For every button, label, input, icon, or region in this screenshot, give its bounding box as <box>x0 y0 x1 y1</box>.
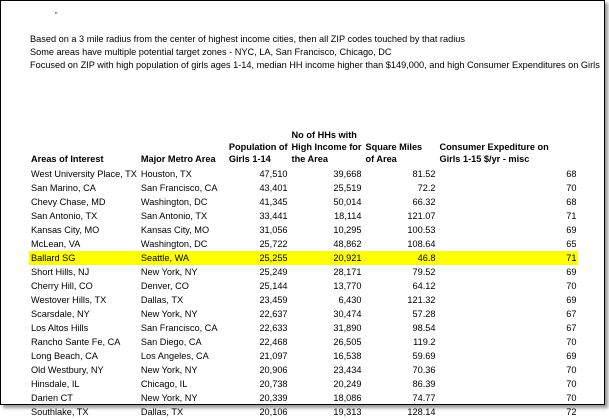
cell-square-miles: 64.12 <box>412 281 436 291</box>
cell-square-miles: 128.14 <box>407 407 436 417</box>
cell-area: West University Place, TX <box>31 169 137 179</box>
cell-population: 20,339 <box>259 393 288 403</box>
cell-metro: Seattle, WA <box>139 251 227 265</box>
cell-square-miles: 81.52 <box>412 169 436 179</box>
column-header-square-miles <box>363 125 437 167</box>
cell-area: Scarsdale, NY <box>31 309 90 319</box>
cell-population: 31,056 <box>259 225 288 235</box>
cell-households: 18,086 <box>333 393 362 403</box>
header-text: Population of <box>228 142 288 152</box>
cell-square-miles: 98.54 <box>412 323 436 333</box>
cell-expenditure: 72 <box>566 407 577 417</box>
cell-metro: New York, NY <box>140 393 198 403</box>
cell-expenditure: 70 <box>566 183 577 193</box>
cell-expenditure: 70 <box>566 281 577 291</box>
table-row <box>29 321 578 335</box>
cell-metro: New York, NY <box>140 267 198 277</box>
table-row <box>29 167 578 181</box>
cell-households: 23,434 <box>333 365 362 375</box>
cell-square-miles: 72.2 <box>417 183 436 193</box>
cell-households: 19,313 <box>333 407 362 417</box>
header-text: the Area <box>291 154 328 164</box>
cell-metro: Chicago, IL <box>140 379 188 389</box>
cell-area: Ballard SG <box>29 251 139 265</box>
cell-households: 48,862 <box>333 239 362 249</box>
cell-area: McLean, VA <box>31 239 81 249</box>
table-row <box>29 391 578 405</box>
cell-population: 25,722 <box>259 239 288 249</box>
table-row <box>29 209 578 223</box>
cell-area: Old Westbury, NY <box>31 365 104 375</box>
cell-population: 33,441 <box>259 211 288 221</box>
cell-area: Westover Hills, TX <box>31 295 107 305</box>
cell-households: 20,921 <box>290 251 364 265</box>
cell-population: 41,345 <box>259 197 288 207</box>
cell-expenditure: 69 <box>566 351 577 361</box>
table-row <box>29 265 578 279</box>
corner-mark: " <box>55 12 58 19</box>
cell-population: 20,738 <box>259 379 288 389</box>
table-row <box>29 279 578 293</box>
cell-expenditure: 69 <box>566 225 577 235</box>
table-row <box>29 335 578 349</box>
cell-metro: Washington, DC <box>140 197 208 207</box>
cell-population: 25,249 <box>259 267 288 277</box>
note-line: Focused on ZIP with high population of girls ages 1-14, median HH income higher than $149,000, and high Consumer Expenditures on Girls <box>30 60 600 70</box>
cell-households: 6,430 <box>338 295 362 305</box>
cell-area: Kansas City, MO <box>31 225 100 235</box>
cell-population: 43,401 <box>259 183 288 193</box>
cell-population: 22,468 <box>259 337 288 347</box>
cell-area: Southlake, TX <box>31 407 89 417</box>
cell-expenditure: 67 <box>566 309 577 319</box>
header-text: No of HHs with <box>291 130 357 140</box>
table-row <box>29 363 578 377</box>
header-text: Areas of Interest <box>31 154 104 164</box>
cell-households: 30,474 <box>333 309 362 319</box>
cell-area: Long Beach, CA <box>31 351 98 361</box>
cell-square-miles: 108.64 <box>407 239 436 249</box>
cell-square-miles: 119.2 <box>413 337 436 347</box>
column-header-households <box>290 125 364 167</box>
cell-households: 28,171 <box>333 267 362 277</box>
cell-expenditure: 68 <box>566 169 577 179</box>
cell-households: 31,890 <box>333 323 362 333</box>
column-header-metro <box>139 125 227 167</box>
cell-metro: San Francisco, CA <box>140 323 218 333</box>
cell-population: 25,144 <box>259 281 288 291</box>
table-row <box>29 307 578 321</box>
header-text: Square Miles <box>365 142 423 152</box>
cell-area: San Antonio, TX <box>31 211 98 221</box>
table-row <box>29 349 578 363</box>
cell-square-miles: 57.28 <box>412 309 436 319</box>
cell-square-miles: 66.32 <box>412 197 436 207</box>
cell-area: Darien CT <box>31 393 73 403</box>
header-text: High Income for <box>291 142 362 152</box>
data-table <box>29 125 578 419</box>
cell-population: 20,906 <box>259 365 288 375</box>
cell-metro: Los Angeles, CA <box>140 351 209 361</box>
cell-square-miles: 121.32 <box>407 295 436 305</box>
cell-square-miles: 59.69 <box>412 351 436 361</box>
header-text: Consumer Expediture on <box>439 142 549 152</box>
header-text: Girls 1-14 <box>228 154 271 164</box>
cell-population: 20,106 <box>259 407 288 417</box>
notes-block <box>30 33 600 72</box>
column-header-area <box>29 125 139 167</box>
cell-metro: Kansas City, MO <box>140 225 210 235</box>
cell-expenditure: 71 <box>437 251 578 265</box>
cell-expenditure: 68 <box>566 197 577 207</box>
header-text: of Area <box>365 154 397 164</box>
column-header-population <box>227 125 290 167</box>
cell-square-miles: 70.36 <box>412 365 436 375</box>
cell-metro: Dallas, TX <box>140 295 184 305</box>
cell-population: 25,255 <box>227 251 290 265</box>
cell-area: Chevy Chase, MD <box>31 197 106 207</box>
cell-square-miles: 79.52 <box>412 267 436 277</box>
header-text: Girls 1-15 $/yr - misc <box>439 154 530 164</box>
column-header-expenditure <box>437 125 578 167</box>
cell-metro: San Antonio, TX <box>140 211 208 221</box>
cell-expenditure: 69 <box>566 295 577 305</box>
cell-area: Short Hills, NJ <box>31 267 90 277</box>
cell-area: Cherry Hill, CO <box>31 281 93 291</box>
cell-area: Hinsdale, IL <box>31 379 80 389</box>
header-row <box>29 125 578 167</box>
cell-metro: New York, NY <box>140 309 198 319</box>
note-line: Based on a 3 mile radius from the center of highest income cities, then all ZIP codes touched by that radius <box>30 34 465 44</box>
table-row <box>29 237 578 251</box>
header-text: Major Metro Area <box>140 154 216 164</box>
cell-population: 21,097 <box>259 351 288 361</box>
cell-households: 18,114 <box>334 211 362 221</box>
table-row <box>29 195 578 209</box>
cell-expenditure: 70 <box>566 379 577 389</box>
table-row-highlighted <box>29 251 578 265</box>
cell-households: 10,295 <box>333 225 362 235</box>
cell-metro: New York, NY <box>140 365 198 375</box>
table-row <box>29 223 578 237</box>
cell-square-miles: 100.53 <box>407 225 436 235</box>
cell-households: 50,014 <box>333 197 362 207</box>
cell-area: San Marino, CA <box>31 183 96 193</box>
table-row <box>29 293 578 307</box>
cell-households: 16,538 <box>333 351 362 361</box>
cell-households: 20,249 <box>333 379 362 389</box>
cell-households: 25,519 <box>333 183 362 193</box>
cell-metro: San Diego, CA <box>140 337 202 347</box>
cell-metro: San Francisco, CA <box>140 183 218 193</box>
cell-metro: Dallas, TX <box>140 407 184 417</box>
cell-square-miles: 121.07 <box>407 211 436 221</box>
cell-metro: Houston, TX <box>140 169 192 179</box>
cell-population: 22,637 <box>259 309 288 319</box>
cell-population: 22,633 <box>259 323 288 333</box>
cell-expenditure: 70 <box>566 365 577 375</box>
cell-metro: Washington, DC <box>140 239 208 249</box>
table-row <box>29 181 578 195</box>
cell-square-miles: 86.39 <box>412 379 436 389</box>
cell-households: 13,770 <box>333 281 362 291</box>
cell-area: Rancho Sante Fe, CA <box>31 337 121 347</box>
cell-population: 23,459 <box>259 295 288 305</box>
table-row <box>29 405 578 419</box>
cell-area: Los Altos Hills <box>31 323 89 333</box>
cell-population: 47,510 <box>259 169 288 179</box>
cell-square-miles: 46.8 <box>363 251 437 265</box>
cell-expenditure: 65 <box>566 239 577 249</box>
cell-households: 39,668 <box>333 169 362 179</box>
cell-square-miles: 74.77 <box>412 393 436 403</box>
cell-expenditure: 70 <box>566 337 577 347</box>
cell-households: 26,505 <box>333 337 362 347</box>
cell-expenditure: 71 <box>566 211 577 221</box>
cell-expenditure: 67 <box>566 323 577 333</box>
table-row <box>29 377 578 391</box>
cell-expenditure: 70 <box>566 393 577 403</box>
cell-metro: Denver, CO <box>140 281 189 291</box>
cell-expenditure: 69 <box>566 267 577 277</box>
note-line: Some areas have multiple potential target zones - NYC, LA, San Francisco, Chicago, DC <box>30 47 392 57</box>
